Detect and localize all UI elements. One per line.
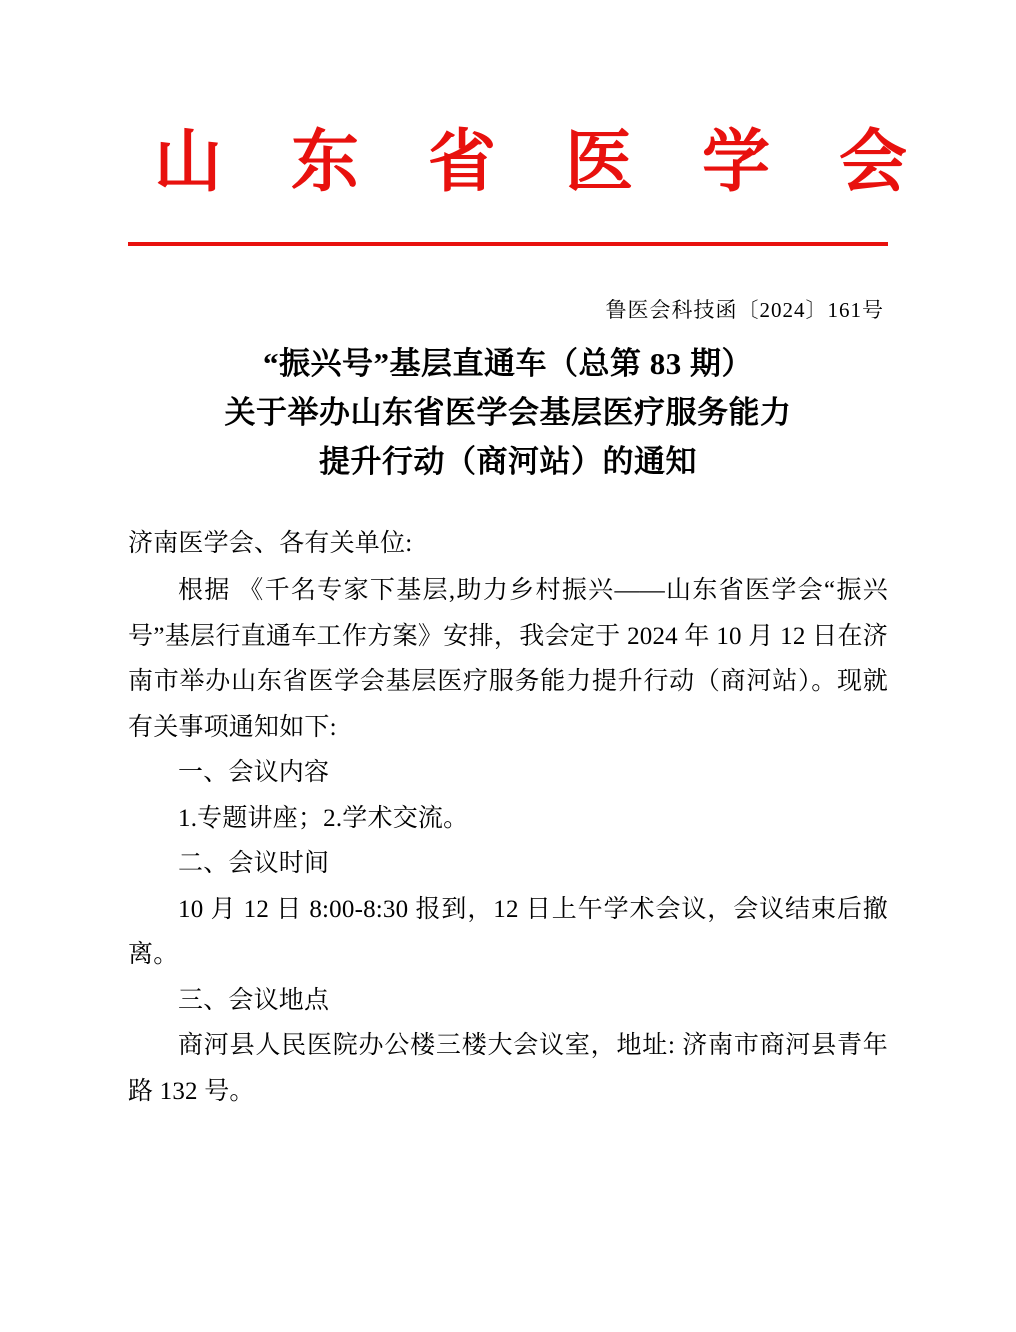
body-paragraph: 1.专题讲座；2.学术交流。	[178, 804, 469, 832]
body-paragraph: 10 月 12 日 8:00-8:30 报到，12 日上午学术会议，会议结束后撤离。	[128, 895, 888, 969]
body-paragraph: 一、会议内容	[178, 759, 330, 787]
body-paragraph: 根据 《千名专家下基层,助力乡村振兴——山东省医学会“振兴号”基层行直通车工作方案》安排，我会定于 2024 年 10 月 12 日在济南市举办山东省医学会基层医疗服务能力提升行动（商河站）。现就有关事项通知如下:	[128, 577, 888, 741]
document-title-line-1: “振兴号”基层直通车（总第 83 期）	[263, 346, 753, 381]
document-title-line-3: 提升行动（商河站）的通知	[319, 443, 697, 479]
document-number: 鲁医会科技函〔2024〕161号	[605, 298, 884, 322]
body-paragraph: 三、会议地点	[178, 986, 330, 1014]
letterhead	[128, 0, 934, 246]
letterhead-organization-title: 山 东 省 医 学 会	[154, 124, 934, 200]
document-title-line-2: 关于举办山东省医学会基层医疗服务能力	[224, 394, 792, 430]
letterhead-divider-rule	[128, 242, 888, 246]
salutation: 济南医学会、各有关单位:	[128, 529, 413, 557]
document-body	[128, 521, 888, 1115]
body-paragraph: 二、会议时间	[178, 850, 330, 878]
document-title	[128, 340, 888, 487]
body-paragraph: 商河县人民医院办公楼三楼大会议室，地址: 济南市商河县青年路 132 号。	[128, 1032, 888, 1105]
